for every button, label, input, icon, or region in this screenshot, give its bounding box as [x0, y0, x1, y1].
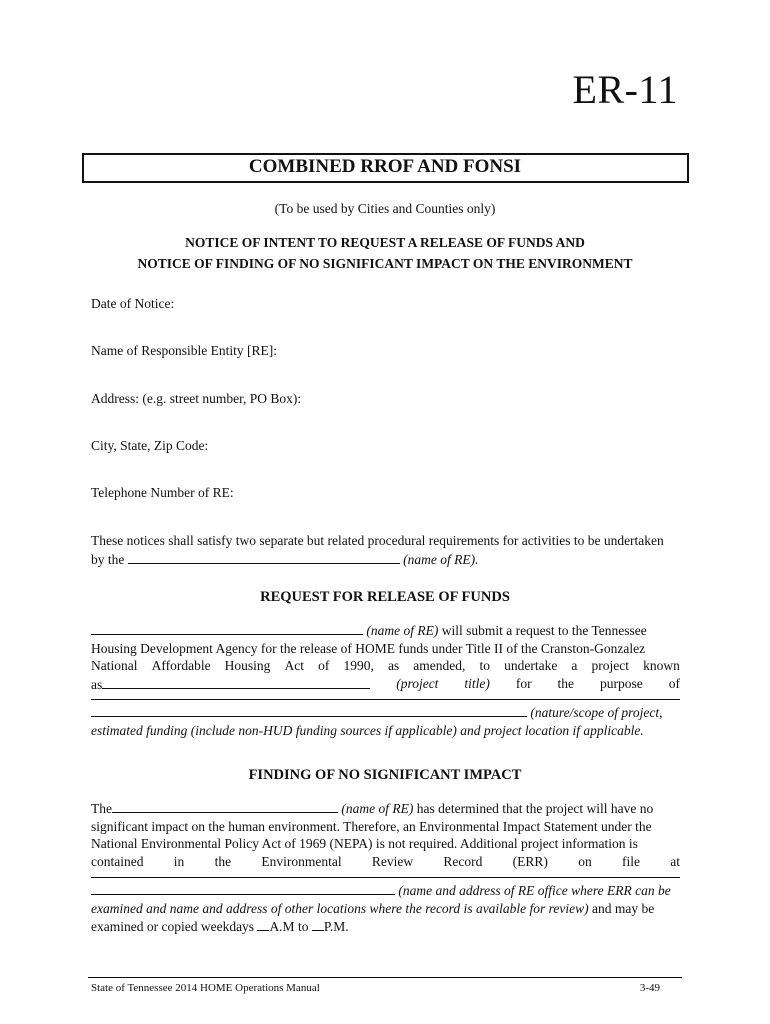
- word: at: [670, 853, 680, 869]
- fonsi-paragraph: [91, 799, 680, 870]
- word: 1990,: [343, 658, 374, 673]
- word: (project: [396, 675, 439, 691]
- word: as: [387, 658, 400, 673]
- word: of: [668, 675, 680, 691]
- intro-paragraph: [91, 532, 680, 568]
- rrof-line-1-text: will submit a request to the Tennessee: [438, 623, 647, 638]
- fonsi-line-3: National Environmental Policy Act of 1969 (NEPA) is not required. Additional project information is: [91, 836, 638, 851]
- word: National: [91, 658, 138, 673]
- rrof-line-6: estimated funding (include non-HUD funding sources if applicable) and project location if applicable.: [91, 722, 644, 738]
- address-label: Address: (e.g. street number, PO Box):: [91, 391, 302, 406]
- footer-left: State of Tennessee 2014 HOME Operations Manual: [91, 982, 320, 994]
- word: Environmental: [261, 853, 342, 869]
- intro-by-the: by the: [91, 551, 125, 567]
- intro-line-1: These notices shall satisfy two separate but related procedural requirements for activities to be undertaken: [91, 533, 664, 548]
- intro-name-of-re: (name of RE).: [403, 551, 479, 567]
- word: file: [621, 853, 640, 869]
- fonsi-pm-text: P.M.: [323, 919, 349, 934]
- rrof-line-4: [91, 675, 680, 694]
- word: Act: [284, 658, 305, 673]
- word: the: [214, 853, 232, 869]
- rrof-line-3: [91, 657, 680, 675]
- fonsi-location-blank-line[interactable]: [91, 877, 680, 878]
- word: Review: [371, 853, 414, 869]
- rrof-as: as: [91, 676, 103, 692]
- footer-rule: [88, 977, 682, 978]
- fonsi-weekdays-text: examined or copied weekdays: [91, 919, 258, 934]
- fonsi-line-2: significant impact on the human environment. Therefore, an Environmental Impact Statement under the: [91, 818, 652, 834]
- word: (ERR): [512, 853, 548, 869]
- fonsi-paragraph-cont: [91, 881, 680, 936]
- fonsi-heading: FINDING OF NO SIGNIFICANT IMPACT: [248, 767, 522, 783]
- rrof-line-2: Housing Development Agency for the release of HOME funds under Title II of the Cranston-Gonzalez: [91, 640, 646, 656]
- rrof-name-of-re: (name of RE): [366, 623, 439, 638]
- word: Affordable: [151, 658, 211, 673]
- fonsi-re-name-blank[interactable]: [112, 799, 338, 813]
- notice-line-2: NOTICE OF FINDING OF NO SIGNIFICANT IMPACT ON THE ENVIRONMENT: [137, 256, 633, 271]
- fonsi-line-4: [91, 853, 680, 871]
- word: Record: [443, 853, 483, 869]
- fonsi-the: The: [91, 801, 112, 816]
- responsible-entity-label: Name of Responsible Entity [RE]:: [91, 343, 277, 358]
- date-of-notice-label: Date of Notice:: [91, 296, 175, 311]
- page-title: COMBINED RROF AND FONSI: [248, 156, 522, 177]
- intro-re-name-blank[interactable]: [128, 550, 400, 564]
- word: for: [515, 675, 532, 691]
- word: title): [464, 675, 490, 691]
- rrof-paragraph: [91, 621, 680, 693]
- word: in: [173, 853, 185, 869]
- word: to: [479, 658, 490, 673]
- fonsi-address-label: (name and address of RE office where ERR can be: [398, 883, 671, 898]
- rrof-heading: REQUEST FOR RELEASE OF FUNDS: [260, 589, 510, 605]
- notice-line-1: NOTICE OF INTENT TO REQUEST A RELEASE OF FUNDS AND: [185, 235, 585, 250]
- rrof-nature-scope-label: (nature/scope of project,: [530, 705, 663, 720]
- fonsi-line-1-text: has determined that the project will have no: [413, 801, 654, 816]
- rrof-re-name-blank[interactable]: [91, 621, 363, 635]
- word: the: [557, 675, 575, 691]
- fonsi-line-6-text: and may be: [588, 900, 655, 916]
- rrof-purpose-blank-line[interactable]: [91, 699, 680, 700]
- word: of: [318, 658, 330, 673]
- fonsi-line-6-italic: examined and name and address of other locations where the record is available for review): [91, 900, 589, 916]
- subtitle: (To be used by Cities and Counties only): [274, 201, 496, 216]
- telephone-label: Telephone Number of RE:: [91, 485, 234, 500]
- page-number: 3-49: [639, 982, 660, 994]
- word: Housing: [224, 658, 271, 673]
- rrof-nature-scope-blank[interactable]: [91, 703, 527, 717]
- word: undertake: [504, 658, 558, 673]
- word: known: [643, 658, 680, 673]
- word: amended,: [413, 658, 466, 673]
- fonsi-name-of-re: (name of RE): [341, 801, 414, 816]
- fonsi-address-blank[interactable]: [91, 881, 395, 895]
- rrof-paragraph-cont: [91, 703, 680, 739]
- word: a: [571, 658, 578, 673]
- fonsi-am-text: A.M to: [269, 919, 312, 934]
- form-code: ER-11: [572, 67, 678, 112]
- fonsi-am-blank[interactable]: [257, 917, 269, 931]
- city-state-zip-label: City, State, Zip Code:: [91, 438, 209, 453]
- word: contained: [91, 853, 144, 869]
- fonsi-pm-blank[interactable]: [312, 917, 324, 931]
- word: on: [578, 853, 592, 869]
- word: purpose: [600, 675, 643, 691]
- rrof-project-known-as-blank[interactable]: [102, 675, 370, 689]
- word: project: [591, 658, 629, 673]
